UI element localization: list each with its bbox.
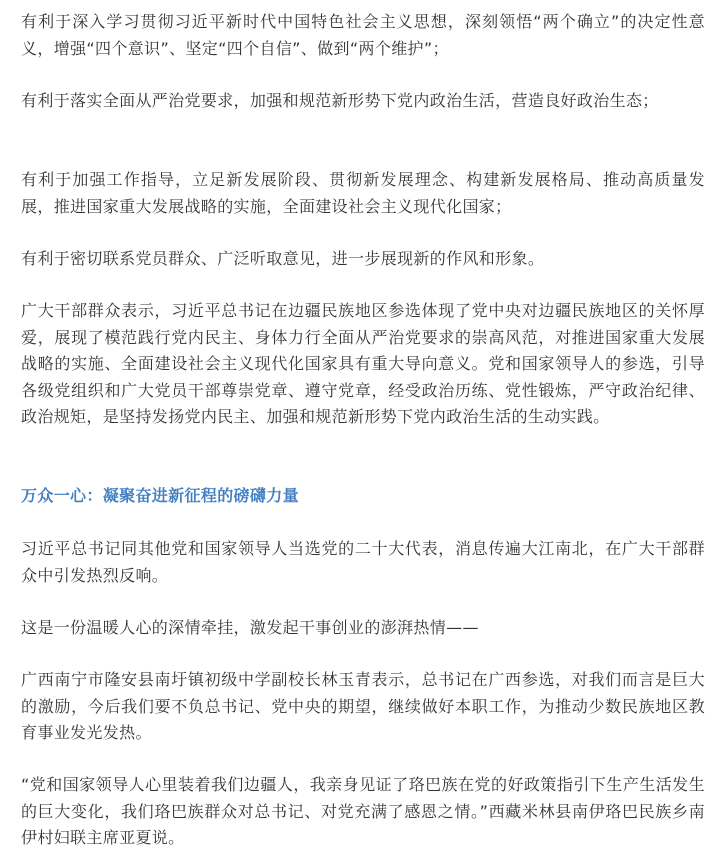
paragraph-2: 有利于落实全面从严治党要求，加强和规范新形势下党内政治生活，营造良好政治生态； <box>21 91 659 110</box>
section-heading: 万众一心：凝聚奋进新征程的磅礴力量 <box>21 486 299 505</box>
paragraph-8: 广西南宁市隆安县南圩镇初级中学副校长林玉青表示，总书记在广西参选，对我们而言是巨大的激励，今后我们要不负总书记、党中央的期望，继续做好本职工作，为推动少数民族地区教育事业发光发热。 <box>21 670 705 742</box>
paragraph-3: 有利于加强工作指导，立足新发展阶段、贯彻新发展理念、构建新发展格局、推动高质量发展，推进国家重大发展战略的实施，全面建设社会主义现代化国家； <box>21 170 705 216</box>
paragraph-1: 有利于深入学习贯彻习近平新时代中国特色社会主义思想，深刻领悟“两个确立”的决定性意义，增强“四个意识”、坚定“四个自信”、做到“两个维护”； <box>21 12 705 58</box>
paragraph-4: 有利于密切联系党员群众、广泛听取意见，进一步展现新的作风和形象。 <box>21 249 545 268</box>
paragraph-9: “党和国家领导人心里装着我们边疆人，我亲身见证了珞巴族在党的好政策指引下生产生活发生的巨大变化，我们珞巴族群众对总书记、对党充满了感恩之情。”西藏米林县南伊珞巴民族乡南伊村妇联主席亚夏说。 <box>21 775 705 847</box>
paragraph-5: 广大干部群众表示，习近平总书记在边疆民族地区参选体现了党中央对边疆民族地区的关怀厚爱，展现了模范践行党内民主、身体力行全面从严治党要求的崇高风范，对推进国家重大发展战略的实施、全面建设社会主义现代化国家具有重大导向意义。党和国家领导人的参选，引导各级党组织和广大党员干部尊崇党章、遵守党章，经受政治历练、党性锻炼，严守政治纪律、政治规矩，是坚持发扬党内民主、加强和规范新形势下党内政治生活的生动实践。 <box>21 301 705 426</box>
paragraph-6: 习近平总书记同其他党和国家领导人当选党的二十大代表，消息传遍大江南北，在广大干部群众中引发热烈反响。 <box>21 539 705 585</box>
paragraph-7: 这是一份温暖人心的深情牵挂，激发起干事创业的澎湃热情—— <box>21 618 479 637</box>
